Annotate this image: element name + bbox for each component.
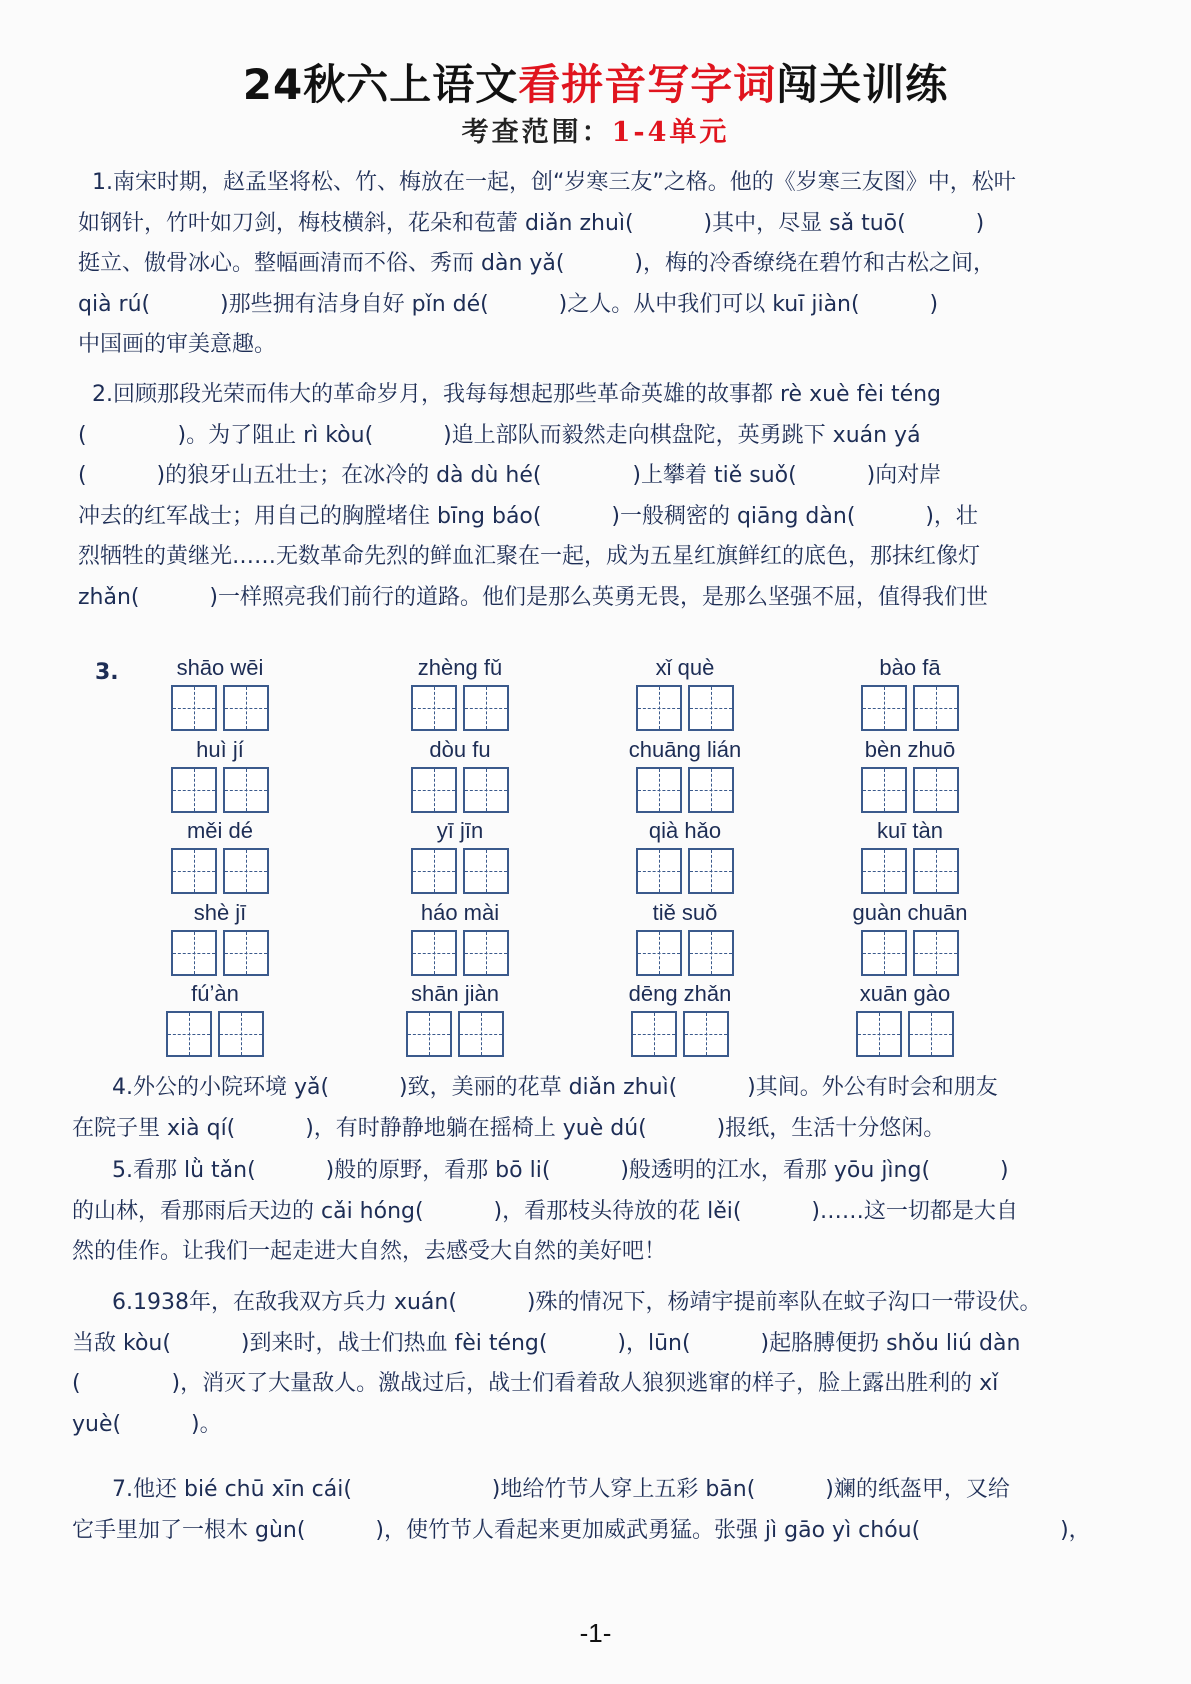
tianzige-box[interactable] [463, 767, 509, 813]
tianzige-box[interactable] [171, 685, 217, 731]
q5-line: 5.看那 lǜ tǎn( )般的原野，看那 bō li( )般透明的江水，看那 yōu jìng( ) [112, 1158, 1009, 1183]
pinyin-word [160, 737, 280, 813]
pinyin: kuī tàn [876, 818, 944, 843]
pinyin-word [400, 900, 520, 976]
tianzige-box[interactable] [411, 685, 457, 731]
question-5 [72, 1151, 1132, 1273]
pinyin: shāo wēi [176, 655, 264, 680]
question-4 [72, 1068, 1132, 1149]
pinyin-word [155, 981, 275, 1057]
question-7 [72, 1470, 1132, 1551]
q1-line: qià rú( )那些拥有洁身自好 pǐn dé( )之人。从中我们可以 kuī jiàn( ) [78, 291, 939, 317]
pinyin-word [400, 655, 520, 731]
tianzige-box[interactable] [171, 767, 217, 813]
q1-line: 中国画的审美意趣。 [78, 332, 277, 357]
pinyin: fú’àn [191, 981, 239, 1006]
pinyin: qià hǎo [648, 818, 722, 843]
q5-line: 的山林，看那雨后天边的 cǎi hóng( )，看那枝头待放的花 lěi( )……这一切都是大自 [72, 1198, 1018, 1224]
q2-line: ( )。为了阻止 rì kòu( )追上部队而毅然走向棋盘陀，英勇跳下 xuán yá [78, 422, 921, 448]
tianzige-box[interactable] [861, 767, 907, 813]
tianzige-box[interactable] [861, 848, 907, 894]
tianzige-box[interactable] [406, 1011, 452, 1057]
pinyin: shè jī [193, 900, 247, 925]
tianzige-box[interactable] [631, 1011, 677, 1057]
tianzige-box[interactable] [171, 848, 217, 894]
pinyin-word [400, 818, 520, 894]
tianzige-box[interactable] [223, 767, 269, 813]
pinyin: chuāng lián [628, 737, 742, 762]
q4-line: 4.外公的小院环境 yǎ( )致，美丽的花草 diǎn zhuì( )其间。外公有时会和朋友 [112, 1075, 998, 1100]
subtitle-value: 1-4单元 [611, 117, 730, 148]
pinyin-word [160, 818, 280, 894]
tianzige-box[interactable] [636, 848, 682, 894]
q2-line: 2.回顾那段光荣而伟大的革命岁月，我每每想起那些革命英雄的故事都 rè xuè fèi téng [92, 382, 942, 407]
pinyin: xǐ què [655, 655, 715, 680]
tianzige-box[interactable] [218, 1011, 264, 1057]
pinyin-word [160, 900, 280, 976]
q2-line: 冲去的红军战士；用自己的胸膛堵住 bīng báo( )一般稠密的 qiāng dàn( )，壮 [78, 503, 978, 529]
tianzige-box[interactable] [861, 930, 907, 976]
subtitle [0, 110, 1191, 149]
q7-line: 7.他还 bié chū xīn cái( )地给竹节人穿上五彩 bān( )斓的纸盔甲，又给 [112, 1477, 1010, 1502]
title-part-3: 闯关训练 [776, 60, 949, 109]
q6-line: yuè( )。 [72, 1411, 222, 1437]
page-number: -1- [579, 1618, 612, 1648]
q1-line: 挺立、傲骨冰心。整幅画清而不俗、秀而 dàn yǎ( )，梅的冷香缭绕在碧竹和古松之间， [78, 251, 995, 276]
pinyin: dòu fu [429, 737, 491, 762]
pinyin-word [850, 737, 970, 813]
question-1 [78, 163, 1083, 366]
tianzige-box[interactable] [683, 1011, 729, 1057]
pinyin-word [400, 737, 520, 813]
q1-line: 1.南宋时期，赵孟坚将松、竹、梅放在一起，创“岁寒三友”之格。他的《岁寒三友图》中，松叶 [92, 170, 1016, 195]
q2-line: zhǎn( )一样照亮我们前行的道路。他们是那么英勇无畏，是那么坚强不屈，值得我们世 [78, 584, 989, 610]
tianzige-box[interactable] [411, 930, 457, 976]
tianzige-box[interactable] [223, 685, 269, 731]
tianzige-box[interactable] [223, 848, 269, 894]
question-6 [72, 1283, 1132, 1445]
tianzige-box[interactable] [913, 685, 959, 731]
tianzige-box[interactable] [171, 930, 217, 976]
pinyin-word [625, 737, 745, 813]
tianzige-box[interactable] [463, 848, 509, 894]
q5-line: 然的佳作。让我们一起走进大自然，去感受大自然的美好吧！ [72, 1239, 667, 1264]
question-2 [78, 375, 1083, 618]
pinyin-word [620, 981, 740, 1057]
tianzige-box[interactable] [636, 930, 682, 976]
pinyin-word [625, 818, 745, 894]
pinyin: xuān gào [859, 981, 951, 1006]
tianzige-box[interactable] [223, 930, 269, 976]
tianzige-box[interactable] [411, 767, 457, 813]
tianzige-box[interactable] [908, 1011, 954, 1057]
tianzige-box[interactable] [636, 685, 682, 731]
pinyin: yī jīn [436, 818, 484, 843]
tianzige-box[interactable] [856, 1011, 902, 1057]
pinyin-word [850, 818, 970, 894]
tianzige-box[interactable] [913, 930, 959, 976]
pinyin-word [625, 655, 745, 731]
pinyin: bào fā [879, 655, 941, 680]
q1-line: 如钢针，竹叶如刀剑，梅枝横斜，花朵和苞蕾 diǎn zhuì( )其中，尽显 sǎ tuō( ) [78, 210, 985, 236]
pinyin: zhèng fǔ [417, 655, 503, 680]
tianzige-box[interactable] [636, 767, 682, 813]
tianzige-box[interactable] [166, 1011, 212, 1057]
subtitle-label: 考查范围： [461, 117, 612, 148]
tianzige-box[interactable] [913, 767, 959, 813]
title-part-2-highlight: 看拼音写字词 [518, 60, 777, 109]
tianzige-box[interactable] [458, 1011, 504, 1057]
pinyin-word [395, 981, 515, 1057]
tianzige-box[interactable] [463, 930, 509, 976]
q2-line: 烈牺牲的黄继光……无数革命先烈的鲜血汇聚在一起，成为五星红旗鲜红的底色，那抹红像灯 [78, 544, 981, 569]
pinyin: huì jí [196, 737, 244, 762]
tianzige-box[interactable] [411, 848, 457, 894]
pinyin-word [850, 900, 970, 976]
q6-line: ( )，消灭了大量敌人。激战过后，战士们看着敌人狼狈逃窜的样子，脸上露出胜利的 xǐ [72, 1371, 999, 1396]
pinyin: shān jiàn [410, 981, 500, 1006]
tianzige-box[interactable] [688, 767, 734, 813]
pinyin: tiě suǒ [652, 900, 718, 925]
q4-line: 在院子里 xià qí( )，有时静静地躺在摇椅上 yuè dú( )报纸，生活十分悠闲。 [72, 1115, 946, 1141]
pinyin: bèn zhuō [864, 737, 956, 762]
pinyin-word [160, 655, 280, 731]
tianzige-box[interactable] [913, 848, 959, 894]
q7-line: 它手里加了一根木 gùn( )，使竹节人看起来更加威武勇猛。张强 jì gāo yì chóu( )， [72, 1517, 1091, 1543]
q2-line: ( )的狼牙山五壮士；在冰冷的 dà dù hé( )上攀着 tiě suǒ( )向对岸 [78, 463, 942, 488]
q6-line: 6.1938年，在敌我双方兵力 xuán( )殊的情况下，杨靖宇提前率队在蚊子沟口一带设伏。 [112, 1290, 1042, 1315]
pinyin: guàn chuān [852, 900, 968, 925]
pinyin-word [625, 900, 745, 976]
tianzige-box[interactable] [688, 685, 734, 731]
tianzige-box[interactable] [861, 685, 907, 731]
q6-line: 当敌 kòu( )到来时，战士们热血 fèi téng( )，lūn( )起胳膊便扔 shǒu liú dàn [72, 1330, 1021, 1356]
tianzige-box[interactable] [463, 685, 509, 731]
pinyin: háo mài [420, 900, 500, 925]
pinyin: měi dé [186, 818, 254, 843]
question-3-label: 3. [95, 660, 119, 685]
pinyin-word [850, 655, 970, 731]
page-title [0, 52, 1191, 112]
tianzige-box[interactable] [688, 930, 734, 976]
pinyin-word [845, 981, 965, 1057]
tianzige-box[interactable] [688, 848, 734, 894]
pinyin: dēng zhǎn [628, 981, 732, 1006]
title-part-1: 24秋六上语文 [242, 60, 519, 109]
